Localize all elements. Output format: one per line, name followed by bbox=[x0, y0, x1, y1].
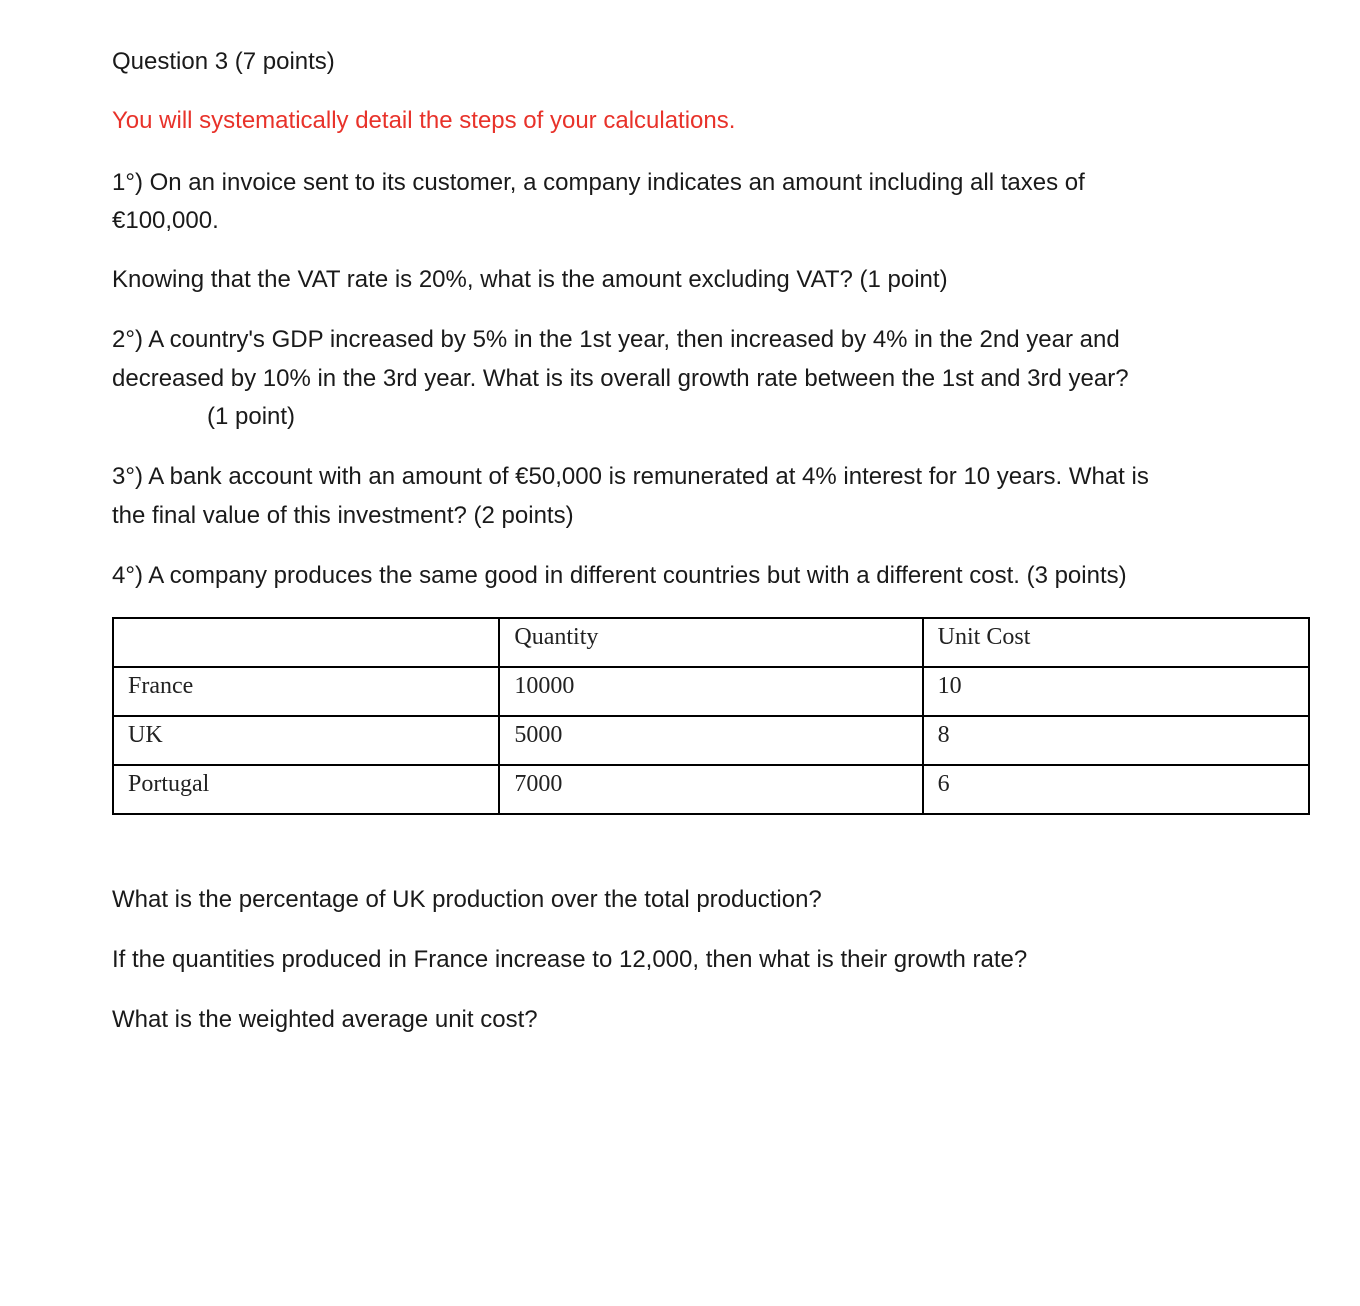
instruction-text: You will systematically detail the steps of your calculations. bbox=[112, 107, 736, 134]
q2-line1: 2°) A country's GDP increased by 5% in the 1st year, then increased by 4% in the 2nd year and bbox=[112, 326, 1120, 353]
table-cell-quantity: 7000 bbox=[499, 765, 922, 814]
table-cell-unit-cost: 10 bbox=[923, 667, 1309, 716]
table-cell-unit-cost: 6 bbox=[923, 765, 1309, 814]
table-header-quantity: Quantity bbox=[499, 618, 922, 667]
table-cell-country: France bbox=[113, 667, 499, 716]
table-row bbox=[113, 667, 1309, 716]
table-cell-quantity: 5000 bbox=[499, 716, 922, 765]
table-header-unit-cost: Unit Cost bbox=[923, 618, 1309, 667]
q3-line1: 3°) A bank account with an amount of €50,000 is remunerated at 4% interest for 10 years. What is bbox=[112, 463, 1149, 490]
q2-points: (1 point) bbox=[207, 403, 296, 430]
q4-sub-question-3: What is the weighted average unit cost? bbox=[112, 1006, 538, 1033]
q2-line2: decreased by 10% in the 3rd year. What is its overall growth rate between the 1st and 3rd year? bbox=[112, 365, 1129, 392]
table-header-cell bbox=[113, 618, 499, 667]
q1-question: Knowing that the VAT rate is 20%, what is the amount excluding VAT? (1 point) bbox=[112, 266, 948, 293]
question-title: Question 3 (7 points) bbox=[112, 48, 335, 75]
q1-line1: 1°) On an invoice sent to its customer, a company indicates an amount including all taxes of bbox=[112, 169, 1085, 196]
table-header-row bbox=[113, 618, 1309, 667]
q1-line2: €100,000. bbox=[112, 207, 219, 234]
table-cell-country: Portugal bbox=[113, 765, 499, 814]
production-table bbox=[112, 617, 1310, 815]
table-cell-country: UK bbox=[113, 716, 499, 765]
table-row bbox=[113, 716, 1309, 765]
q4-sub-question-1: What is the percentage of UK production over the total production? bbox=[112, 886, 822, 913]
q4-sub-question-2: If the quantities produced in France increase to 12,000, then what is their growth rate? bbox=[112, 946, 1028, 973]
table-cell-quantity: 10000 bbox=[499, 667, 922, 716]
table-cell-unit-cost: 8 bbox=[923, 716, 1309, 765]
q4-intro: 4°) A company produces the same good in different countries but with a different cost. (3 points) bbox=[112, 562, 1127, 589]
q3-line2: the final value of this investment? (2 points) bbox=[112, 502, 574, 529]
table-row bbox=[113, 765, 1309, 814]
